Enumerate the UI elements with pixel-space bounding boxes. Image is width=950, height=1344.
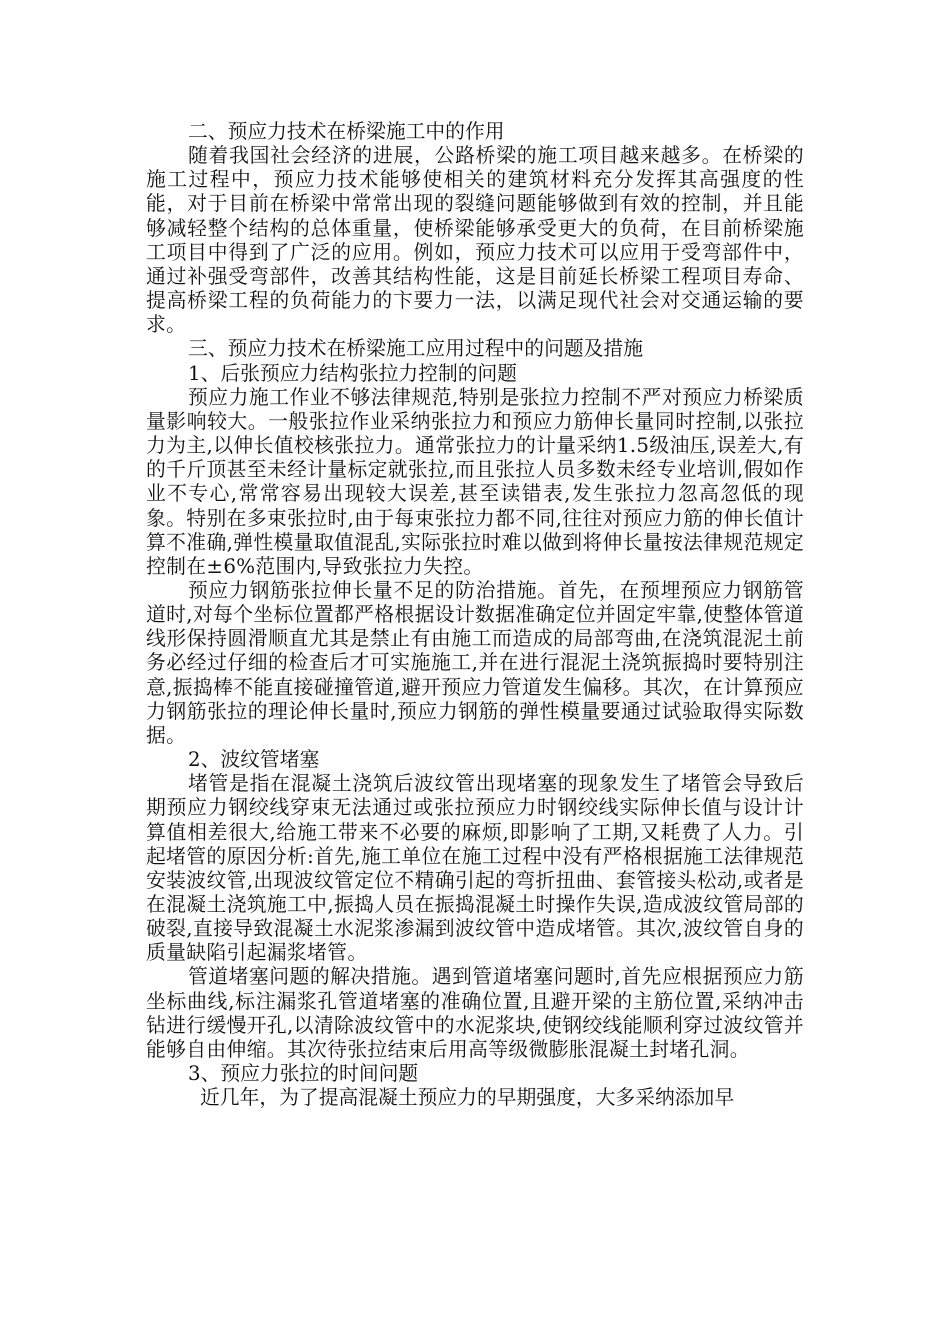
- section-2-paragraph: 随着我国社会经济的进展，公路桥梁的施工项目越来越多。在桥梁的施工过程中，预应力技术能够使相关的建筑材料充分发挥其高强度的性能，对于目前在桥梁中常常出现的裂缝问题能够做到有效的控制，并且能够减轻整个结构的总体重量，使桥梁能够承受更大的负荷，在目前桥梁施工项目中得到了广泛的应用。例如，预应力技术可以应用于受弯部件中，通过补强受弯部件，改善其结构性能，这是目前延长桥梁工程项目寿命、提高桥梁工程的负荷能力的卞要力一法，以满足现代社会对交通运输的要求。: [146, 144, 804, 337]
- subsection-3-heading: 3、预应力张拉的时间问题: [188, 1062, 419, 1086]
- section-2-heading: 二、预应力技术在桥梁施工中的作用: [188, 120, 505, 143]
- subsection-2-paragraph-1: 堵管是指在混凝土浇筑后波纹管出现堵塞的现象发生了堵管会导致后期预应力钢绞线穿束无法通过或张拉预应力时钢绞线实际伸长值与设计计算值相差很大,给施工带来不必要的麻烦,即影响了工期,又耗费了人力。引起堵管的原因分析:首先,施工单位在施工过程中没有严格根据施工法律规范安装波纹管,出现波纹管定位不精确引起的弯折扭曲、套管接头松动,或者是在混凝土浇筑施工中,振捣人员在振捣混凝土时操作失误,造成波纹管局部的破裂,直接导致混凝土水泥浆渗漏到波纹管中造成堵管。其次,波纹管自身的质量缺陷引起漏浆堵管。: [146, 772, 804, 965]
- document-page: [146, 120, 804, 1110]
- subsection-2-paragraph-2: 管道堵塞问题的解决措施。遇到管道堵塞问题时,首先应根据预应力筋坐标曲线,标注漏浆孔管道堵塞的准确位置,且避开梁的主筋位置,采纳冲击钻进行缓慢开孔,以清除波纹管中的水泥浆块,使钢绞线能顺利穿过波纹管并能够自由伸缩。其次待张拉结束后用高等级微膨胀混凝土封堵孔洞。: [146, 965, 804, 1061]
- section-3-heading: 三、预应力技术在桥梁施工应用过程中的问题及措施: [188, 337, 643, 361]
- subsection-3-paragraph-1: 近几年，为了提高混凝土预应力的早期强度，大多采纳添加早: [200, 1086, 735, 1110]
- subsection-1-paragraph-1: 预应力施工作业不够法律规范,特别是张拉力控制不严对预应力桥梁质量影响较大。一般张拉作业采纳张拉力和预应力筋伸长量同时控制,以张拉力为主,以伸长值校核张拉力。通常张拉力的计量采纳1.5级油压,误差大,有的千斤顶甚至未经计量标定就张拉,而且张拉人员多数未经专业培训,假如作业不专心,常常容易出现较大误差,甚至读错表,发生张拉力忽高忽低的现象。特别在多束张拉时,由于每束张拉力都不同,往往对预应力筋的伸长值计算不准确,弹性模量取值混乱,实际张拉时难以做到将伸长量按法律规范规定控制在±6%范围内,导致张拉力失控。: [146, 385, 804, 578]
- subsection-1-paragraph-2: 预应力钢筋张拉伸长量不足的防治措施。首先，在预埋预应力钢筋管道时,对每个坐标位置都严格根据设计数据准确定位并固定牢靠,使整体管道线形保持圆滑顺直尤其是禁止有由施工而造成的局部弯曲,在浇筑混泥土前务必经过仔细的检查后才可实施施工,并在进行混泥土浇筑振捣时要特别注意,振捣棒不能直接碰撞管道,避开预应力管道发生偏移。其次，在计算预应力钢筋张拉的理论伸长量时,预应力钢筋的弹性模量要通过试验取得实际数据。: [146, 578, 804, 747]
- subsection-2-heading: 2、波纹管堵塞: [188, 748, 320, 772]
- subsection-1-heading: 1、后张预应力结构张拉力控制的问题: [188, 361, 518, 385]
